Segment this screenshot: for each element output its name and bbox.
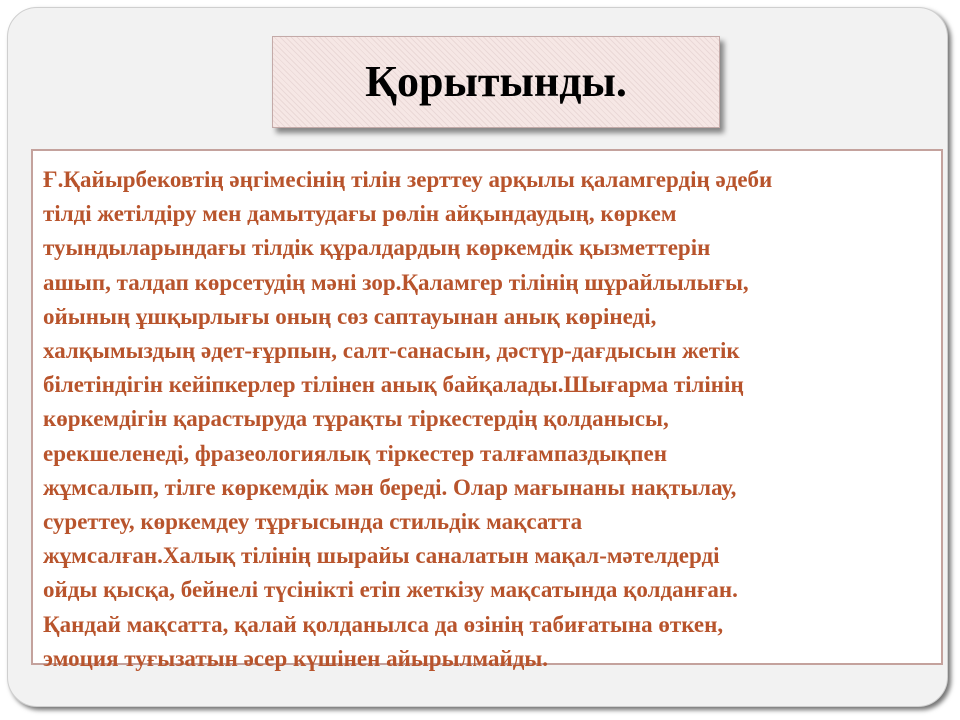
body-line: ойды қысқа, бейнелі түсінікті етіп жеткізу мақсатында қолданған. xyxy=(43,577,738,603)
body-line: ашып, талдап көрсетудің мәні зор.Қаламгер тілінің шұрайлылығы, xyxy=(43,269,749,295)
body-line: жұмсалып, тілге көркемдік мән береді. Олар мағынаны нақтылау, xyxy=(43,474,737,500)
body-line: білетіндігін кейіпкерлер тілінен анық байқалады.Шығарма тілінің xyxy=(43,372,744,398)
body-paragraph xyxy=(43,163,931,676)
slide-frame xyxy=(7,7,948,707)
body-line: Қандай мақсатта, қалай қолданылса да өзінің табиғатына өткен, xyxy=(43,611,724,637)
title-box xyxy=(272,36,720,128)
body-line: тілді жетілдіру мен дамытудағы рөлін айқындаудың, көркем xyxy=(43,201,677,227)
body-text-box xyxy=(31,149,943,671)
body-line: халқымыздың әдет-ғұрпын, салт-санасын, дәстүр-дағдысын жетік xyxy=(43,338,740,364)
body-line: Ғ.Қайырбековтің әңгімесінің тілін зерттеу арқылы қаламгердің әдеби xyxy=(43,167,773,192)
body-line: жұмсалған.Халық тілінің шырайы саналатын мақал-мәтелдерді xyxy=(43,543,720,569)
body-line: суреттеу, көркемдеу тұрғысында стильдік мақсатта xyxy=(43,509,583,535)
body-line: туындыларындағы тілдік құралдардың көркемдік қызметтерін xyxy=(43,235,711,261)
body-line: көркемдігін қарастыруда тұрақты тіркестердің қолданысы, xyxy=(43,406,669,432)
slide-title: Қорытынды. xyxy=(365,57,627,106)
body-line: ойының ұшқырлығы оның сөз саптауынан анық көрінеді, xyxy=(43,303,657,329)
body-line: ерекшеленеді, фразеологиялық тіркестер талғампаздықпен xyxy=(43,440,667,466)
body-line: эмоция туғызатын әсер күшінен айырылмайды. xyxy=(43,645,549,671)
